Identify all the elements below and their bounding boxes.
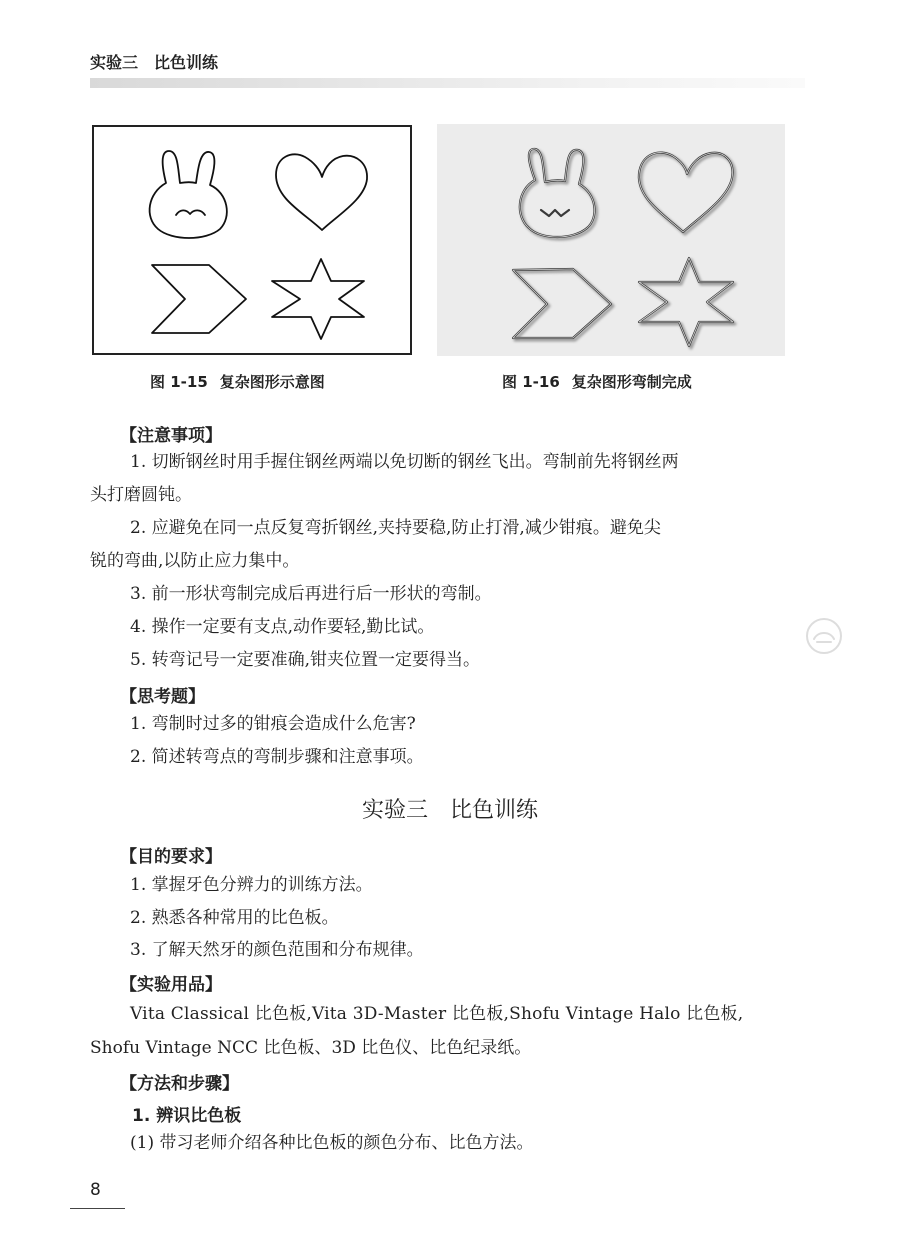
wire-heart (639, 153, 733, 232)
note-3: 3. 前一形状弯制完成后再进行后一形状的弯制。 (130, 584, 492, 604)
figure-caption: 复杂图形弯制完成 (571, 373, 692, 391)
caption-figure-1-16 (502, 371, 692, 392)
experiment-number: 实验三 (361, 798, 428, 823)
heart-shape (276, 154, 367, 230)
note-1-line-1: 1. 切断钢丝时用手握住钢丝两端以免切断的钢丝飞出。弯制前先将钢丝两 (130, 452, 679, 472)
figure-number: 图 1-15 (150, 373, 208, 391)
experiment-name: 比色训练 (450, 798, 539, 823)
wire-rabbit-mouth (541, 210, 569, 216)
objective-3: 3. 了解天然牙的颜色范围和分布规律。 (130, 940, 424, 960)
page-number: 8 (90, 1180, 101, 1200)
figure-1-15-drawing (94, 127, 410, 353)
objective-2: 2. 熟悉各种常用的比色板。 (130, 908, 339, 928)
header-bar (90, 78, 805, 88)
running-header (90, 50, 218, 73)
experiment-title (0, 793, 900, 824)
figure-caption: 复杂图形示意图 (219, 373, 325, 391)
methods-subheading: 1. 辨识比色板 (132, 1106, 242, 1126)
note-1-line-2: 头打磨圆钝。 (90, 485, 192, 505)
methods-heading: 【方法和步骤】 (120, 1074, 239, 1094)
notes-heading: 【注意事项】 (120, 426, 222, 446)
note-2-line-1: 2. 应避免在同一点反复弯折钢丝,夹持要稳,防止打滑,减少钳痕。避免尖 (130, 518, 661, 538)
star-shape (272, 259, 364, 339)
header-section: 实验三 (90, 53, 139, 72)
note-2-line-2: 锐的弯曲,以防止应力集中。 (90, 551, 300, 571)
materials-heading: 【实验用品】 (120, 975, 222, 995)
figure-1-15 (92, 125, 412, 355)
rabbit-shape (150, 151, 227, 238)
header-title: 比色训练 (154, 53, 219, 72)
objective-1: 1. 掌握牙色分辨力的训练方法。 (130, 875, 373, 895)
question-2: 2. 简述转弯点的弯制步骤和注意事项。 (130, 747, 424, 767)
caption-figure-1-15 (150, 371, 325, 392)
note-5: 5. 转弯记号一定要准确,钳夹位置一定要得当。 (130, 650, 481, 670)
objectives-heading: 【目的要求】 (120, 847, 222, 867)
note-4: 4. 操作一定要有支点,动作要轻,勤比试。 (130, 617, 435, 637)
figure-number: 图 1-16 (502, 373, 560, 391)
methods-step-1: (1) 带习老师介绍各种比色板的颜色分布、比色方法。 (130, 1133, 534, 1153)
margin-logo-icon (803, 615, 845, 657)
questions-heading: 【思考题】 (120, 687, 205, 707)
arrow-shape (152, 265, 246, 333)
question-1: 1. 弯制时过多的钳痕会造成什么危害? (130, 714, 416, 734)
page-rule (70, 1208, 125, 1209)
materials-line-2: Shofu Vintage NCC 比色板、3D 比色仪、比色纪录纸。 (90, 1038, 532, 1058)
materials-line-1: Vita Classical 比色板,Vita 3D-Master 比色板,Shofu Vintage Halo 比色板, (130, 1004, 744, 1024)
rabbit-mouth (176, 210, 205, 215)
figure-1-16-photo (437, 124, 785, 356)
figure-1-16 (437, 124, 785, 356)
